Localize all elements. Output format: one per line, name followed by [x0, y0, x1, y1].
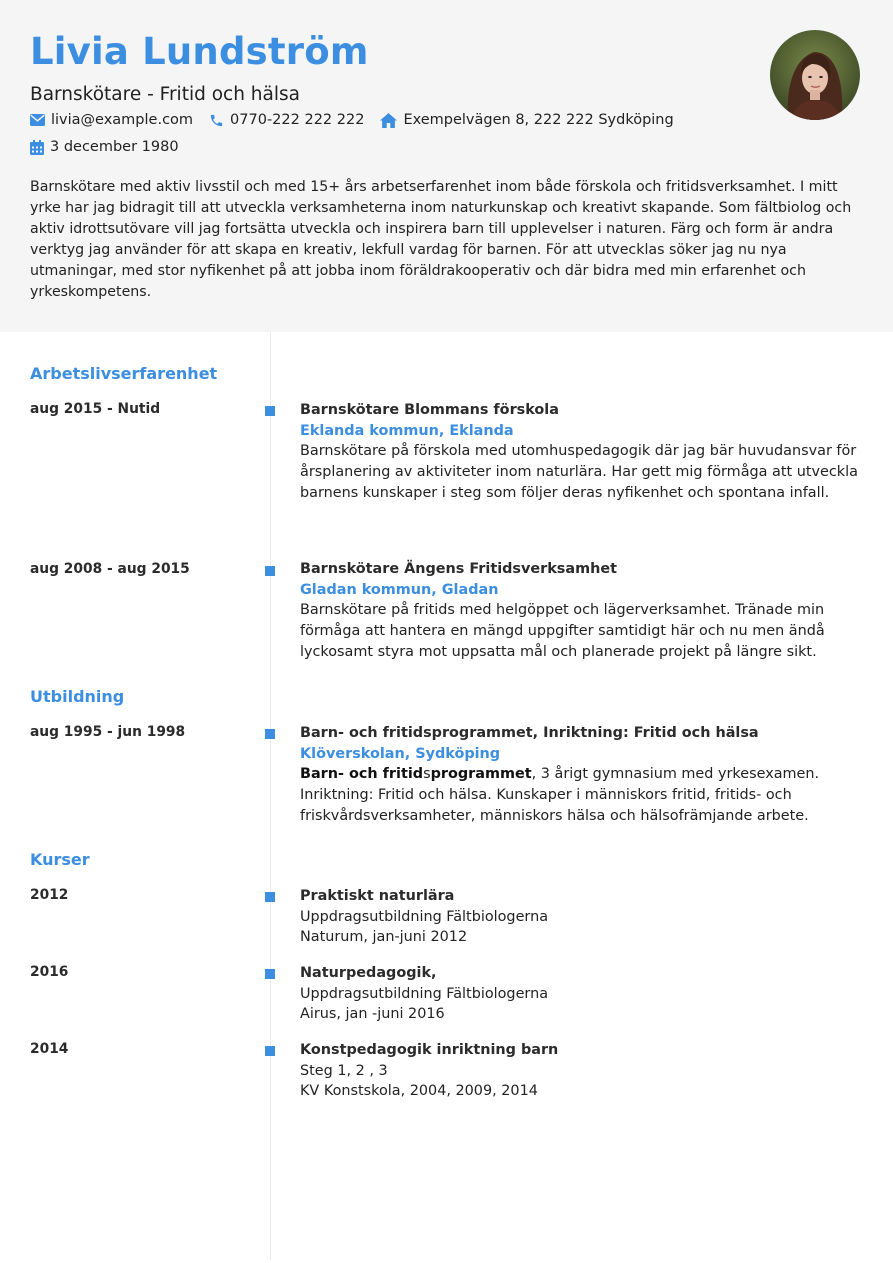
course-entry: [300, 886, 865, 948]
section-title-experience: Arbetslivserfarenhet: [30, 364, 218, 383]
address-text: Exempelvägen 8, 222 222 Sydköping: [403, 112, 674, 128]
timeline-marker: [265, 566, 275, 576]
education-title: Barn- och fritidsprogrammet, Inriktning: Fritid och hälsa: [300, 725, 759, 741]
experience-entry: [300, 400, 865, 504]
experience-title: Barnskötare Ängens Fritidsverksamhet: [300, 561, 617, 577]
section-title-education: Utbildning: [30, 687, 125, 706]
education-desc-bold: Barn- och fritid: [300, 766, 424, 783]
education-desc-text: , 3 årigt gymnasium med yrkesexamen. Inriktning: Fritid och hälsa. Kunskaper i människors fritid, fritids- och friskvårdsverksamheter, människors hälsa och hälsofrämjande arbete.: [300, 766, 820, 824]
calendar-icon: [30, 140, 44, 155]
experience-date: aug 2015 - Nutid: [30, 401, 161, 417]
course-details: Airus, jan -juni 2016: [300, 1006, 445, 1023]
profile-summary: Barnskötare med aktiv livsstil och med 15+ års arbetserfarenhet inom både förskola och fritidsverksamhet. I mitt yrke har jag bidragit till att utveckla verksamheterna inom naturkunskap och kreativt skapande. Som fältbiolog och aktiv idrottsutövare vill jag fortsätta utveckla och inspirera barn till upplevelser i naturen. Färg och form är andra verktyg jag använder för att skapa en kreativ, lekfull vardag för barnen. För att utvecklas söker jag nu nya utmaningar, med stor nyfikenhet på att jobba inom föräldrakooperativ och där bidra med min erfarenhet och yrkeskompetens.: [30, 179, 852, 300]
candidate-name: Livia Lundström: [30, 30, 369, 73]
timeline-marker: [265, 969, 275, 979]
course-title: Konstpedagogik inriktning barn: [300, 1042, 559, 1058]
education-school: Klöverskolan, Sydköping: [300, 745, 501, 762]
course-provider: Steg 1, 2 , 3: [300, 1062, 388, 1079]
course-date: 2014: [30, 1041, 69, 1057]
course-title: Naturpedagogik,: [300, 965, 437, 981]
phone-text: 0770-222 222 222: [230, 112, 365, 128]
education-entry: [300, 723, 865, 827]
timeline-marker: [265, 892, 275, 902]
course-entry: [300, 1040, 865, 1102]
profile-photo: [770, 30, 860, 120]
experience-date: aug 2008 - aug 2015: [30, 561, 190, 577]
envelope-icon: [30, 114, 45, 126]
contact-birthdate: [30, 139, 179, 155]
candidate-title: Barnskötare - Fritid och hälsa: [30, 84, 300, 105]
course-provider: Uppdragsutbildning Fältbiologerna: [300, 985, 549, 1002]
education-description: [300, 764, 865, 826]
home-icon: [380, 113, 397, 128]
contact-address: [380, 112, 673, 128]
course-date: 2016: [30, 964, 69, 980]
resume-header: [0, 0, 893, 332]
contact-row: [30, 112, 690, 128]
experience-org: Gladan kommun, Gladan: [300, 581, 499, 598]
timeline-divider: [270, 332, 271, 1260]
course-date: 2012: [30, 887, 69, 903]
contact-phone[interactable]: [209, 112, 364, 128]
experience-entry: [300, 559, 865, 663]
phone-icon: [209, 113, 224, 128]
education-date: aug 1995 - jun 1998: [30, 724, 186, 740]
course-details: KV Konstskola, 2004, 2009, 2014: [300, 1083, 538, 1100]
education-desc-text: s: [423, 766, 431, 783]
birthdate-row: [30, 139, 195, 155]
contact-email[interactable]: [30, 112, 193, 128]
birthdate-text: 3 december 1980: [50, 139, 179, 155]
course-provider: Uppdragsutbildning Fältbiologerna: [300, 908, 549, 925]
section-title-courses: Kurser: [30, 850, 90, 869]
course-entry: [300, 963, 865, 1025]
course-details: Naturum, jan-juni 2012: [300, 929, 468, 946]
timeline-marker: [265, 1046, 275, 1056]
timeline-marker: [265, 729, 275, 739]
course-title: Praktiskt naturlära: [300, 888, 455, 904]
timeline-marker: [265, 406, 275, 416]
education-desc-bold: programmet: [430, 766, 532, 783]
experience-description: Barnskötare på fritids med helgöppet och lägerverksamhet. Tränade min förmåga att hantera en mängd uppgifter samtidigt här och nu men ändå lyckosamt styra mot uppsatta mål och planerade projekt på längre sikt.: [300, 602, 825, 660]
experience-description: Barnskötare på förskola med utomhuspedagogik där jag bär huvudansvar för årsplanering av aktiviteter inom naturlära. Har gett mig förmåga att utveckla barnens kunskaper i steg som följer deras nyfikenhet och spontana infall.: [300, 443, 858, 501]
experience-org: Eklanda kommun, Eklanda: [300, 422, 514, 439]
experience-title: Barnskötare Blommans förskola: [300, 402, 559, 418]
email-text: livia@example.com: [51, 112, 194, 128]
